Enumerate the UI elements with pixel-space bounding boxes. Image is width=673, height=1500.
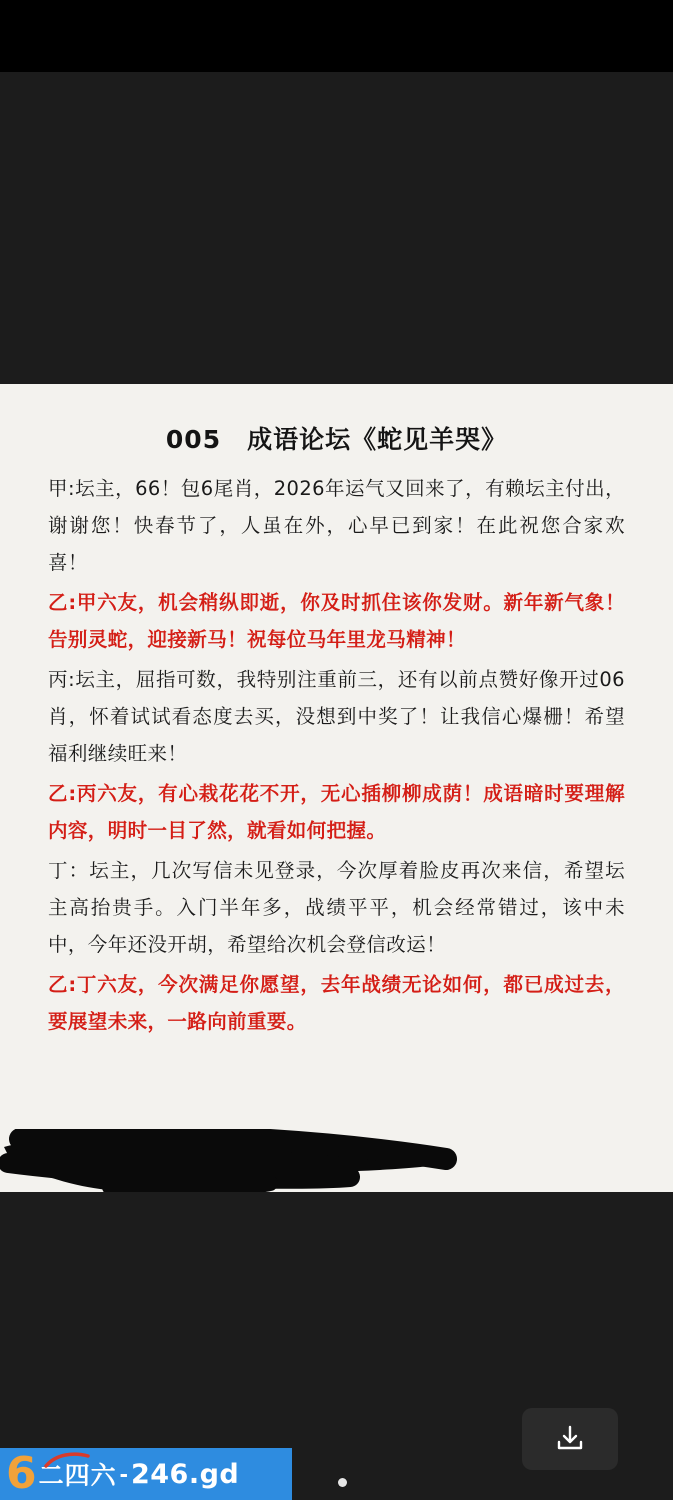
paragraph-3: 丙:坛主，屈指可数，我特别注重前三，还有以前点赞好像开过06肖，怀着试试看态度去买，没想到中奖了！让我信心爆栅！希望福利继续旺来！ bbox=[48, 668, 625, 765]
watermark-logo-digit: 6 bbox=[6, 1448, 37, 1499]
paragraph-4: 乙:丙六友，有心栽花花不开，无心插柳柳成荫！成语暗时要理解内容，明时一目了然，就看如何把握。 bbox=[48, 782, 625, 842]
document-content bbox=[0, 384, 673, 1043]
paragraph-5: 丁：坛主，几次写信未见登录，今次厚着脸皮再次来信，希望坛主高抬贵手。入门半年多，战绩平平，机会经常错过，该中未中，今年还没开胡，希望给次机会登信改运！ bbox=[48, 859, 625, 956]
watermark-domain: 246.gd bbox=[130, 1458, 240, 1490]
home-indicator bbox=[338, 1478, 347, 1487]
download-button[interactable] bbox=[522, 1408, 618, 1470]
paragraph-2: 乙:甲六友，机会稍纵即逝，你及时抓住该你发财。新年新气象！告别灵蛇，迎接新马！祝每位马年里龙马精神！ bbox=[48, 591, 625, 651]
displayed-image[interactable] bbox=[0, 384, 673, 1192]
watermark-brand: 二四六 bbox=[38, 1461, 117, 1490]
watermark-banner bbox=[0, 1448, 292, 1500]
paragraph-6: 乙:丁六友，今次满足你愿望，去年战绩无论如何，都已成过去，要展望未来，一路向前重要。 bbox=[48, 973, 625, 1033]
page-title: 005 成语论坛《蛇见羊哭》 bbox=[165, 425, 508, 454]
download-icon bbox=[553, 1422, 587, 1456]
paragraph-1: 甲:坛主，66！包6尾肖，2026年运气又回来了，有赖坛主付出，谢谢您！快春节了，人虽在外，心早已到家！在此祝您合家欢喜！ bbox=[48, 477, 625, 574]
watermark-separator: - bbox=[119, 1459, 128, 1488]
status-bar bbox=[0, 0, 673, 72]
redaction-scribble bbox=[0, 1129, 460, 1192]
